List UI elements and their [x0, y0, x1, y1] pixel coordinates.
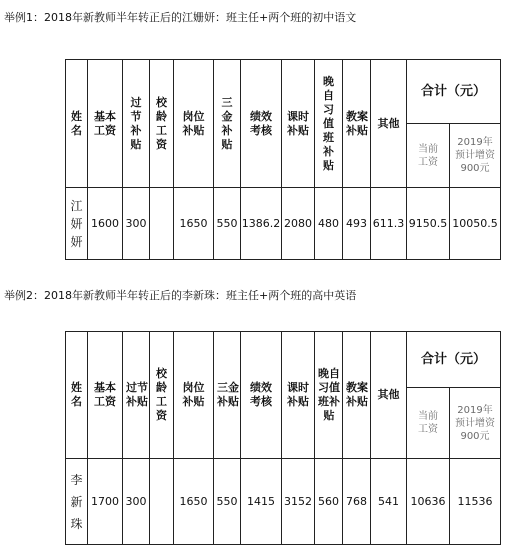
subheader-label: 当前工资: [418, 143, 438, 168]
cell-name-text: 江妍妍: [70, 198, 83, 249]
header-label: 绩效考核: [250, 109, 272, 137]
cell-value: 300: [123, 459, 150, 545]
header-label: 其他: [377, 388, 400, 401]
header-holiday-allowance: [123, 60, 150, 188]
header-post-allowance: [174, 60, 214, 188]
header-label: 其他: [377, 116, 400, 130]
header-name: [66, 332, 88, 459]
header-evening-duty: [315, 332, 343, 459]
cell-name: [66, 188, 88, 260]
cell-value: 541: [371, 459, 407, 545]
header-other: [371, 332, 407, 459]
salary-table-example1: [65, 59, 501, 260]
cell-value: 560: [315, 459, 343, 545]
cell-value: 1386.2: [241, 188, 282, 260]
header-evening-duty: [315, 60, 343, 188]
subheader-label: 当前工资: [418, 411, 438, 435]
header-label: 基本工资: [94, 381, 116, 408]
header-label: 课时补贴: [287, 381, 309, 408]
cell-value: 10050.5: [450, 188, 501, 260]
example1-caption: 举例1：2018年新教师半年转正后的江姗妍：班主任+两个班的初中语文: [4, 11, 357, 24]
header-lesson-plan: [343, 60, 371, 188]
header-name: [66, 60, 88, 188]
header-seniority-pay: [150, 332, 174, 459]
cell-value: 611.3: [371, 188, 407, 260]
cell-value: 9150.5: [407, 188, 450, 260]
header-seniority-pay: [150, 60, 174, 188]
cell-value: 480: [315, 188, 343, 260]
header-label: 基本工资: [94, 109, 116, 137]
header-class-hours: [282, 60, 315, 188]
header-label: 姓名: [71, 381, 82, 408]
cell-value: 768: [343, 459, 371, 545]
cell-value: [150, 459, 174, 545]
header-lesson-plan: [343, 332, 371, 459]
cell-value: 10636: [407, 459, 450, 545]
header-performance: [241, 332, 282, 459]
header-label: 岗位补贴: [182, 381, 205, 408]
header-basic-salary: [88, 60, 123, 188]
header-label: 过节补贴: [130, 95, 142, 151]
header-label: 过节补贴: [126, 381, 148, 408]
header-label: 校龄工资: [156, 367, 167, 422]
subheader-label: 2019年预计增资900元: [455, 137, 495, 174]
header-total: 合计（元）: [407, 60, 501, 124]
header-label: 课时补贴: [287, 109, 309, 137]
cell-value: 1650: [174, 188, 214, 260]
header-holiday-allowance: [123, 332, 150, 459]
header-label: 绩效考核: [250, 381, 272, 408]
header-label: 姓名: [71, 109, 82, 137]
cell-value: 493: [343, 188, 371, 260]
header-three-funds: [214, 332, 241, 459]
header-label: 三金补贴: [221, 95, 233, 151]
cell-value: 550: [214, 188, 241, 260]
cell-value: 1700: [88, 459, 123, 545]
header-projected-salary: [450, 388, 501, 459]
header-current-salary: [407, 124, 450, 188]
header-performance: [241, 60, 282, 188]
header-three-funds: [214, 60, 241, 188]
header-label: 三金补贴: [217, 381, 239, 408]
cell-value: [150, 188, 174, 260]
cell-value: 550: [214, 459, 241, 545]
salary-table-example2: [65, 331, 501, 545]
header-label: 教案补贴: [346, 381, 368, 408]
cell-value: 3152: [282, 459, 315, 545]
header-current-salary: [407, 388, 450, 459]
header-label: 晚自习值班补贴: [323, 74, 334, 172]
subheader-label: 2019年预计增资900元: [455, 404, 495, 442]
header-class-hours: [282, 332, 315, 459]
header-label: 晚自习值班补贴: [318, 367, 340, 422]
cell-name-text: 李新珠: [70, 472, 83, 531]
header-total: 合计（元）: [407, 332, 501, 388]
cell-value: 2080: [282, 188, 315, 260]
example2-caption: 举例2：2018年新教师半年转正后的李新珠：班主任+两个班的高中英语: [4, 289, 357, 302]
header-basic-salary: [88, 332, 123, 459]
header-post-allowance: [174, 332, 214, 459]
cell-value: 1600: [88, 188, 123, 260]
header-label: 岗位补贴: [182, 109, 205, 137]
cell-value: 300: [123, 188, 150, 260]
header-other: [371, 60, 407, 188]
header-label: 校龄工资: [156, 95, 167, 151]
cell-value: 1650: [174, 459, 214, 545]
cell-value: 1415: [241, 459, 282, 545]
cell-value: 11536: [450, 459, 501, 545]
header-label: 教案补贴: [346, 109, 368, 137]
header-projected-salary: [450, 124, 501, 188]
cell-name: [66, 459, 88, 545]
